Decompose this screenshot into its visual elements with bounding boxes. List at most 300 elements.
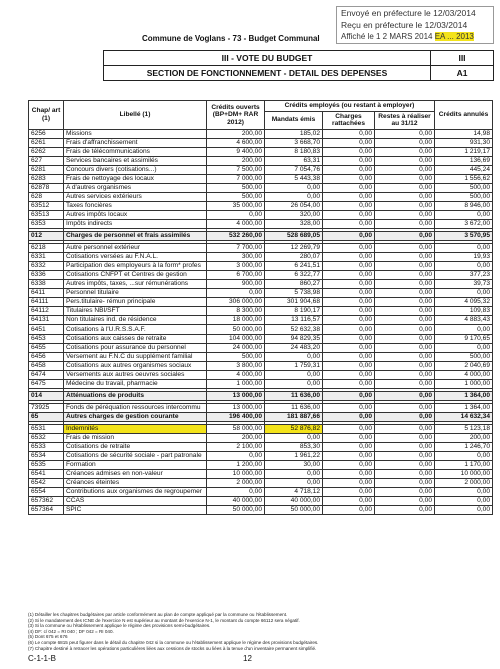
cell-code: 6336 (29, 271, 64, 280)
cell-code: 6283 (29, 174, 64, 183)
cell-label: Autres charges de gestion courante (64, 412, 207, 421)
table-row (29, 219, 493, 228)
cell-annules: 0,00 (435, 506, 493, 515)
cell-annules: 1 170,00 (435, 461, 493, 470)
table-row (29, 488, 493, 497)
cell-mandats: 11 636,00 (265, 391, 323, 400)
cell-restes: 0,00 (375, 434, 435, 443)
cell-restes: 0,00 (375, 289, 435, 298)
footnote: (1) Détailler les chapitres budgétaires par article conformément au plan de compte appliqué par la commune ou l'établissement. (28, 612, 288, 617)
cell-charges: 0,00 (323, 219, 375, 228)
header-credits-annules: Crédits annulés (435, 101, 493, 130)
cell-code: 73925 (29, 403, 64, 412)
table-row (29, 403, 493, 412)
table-row (29, 470, 493, 479)
header-mandats: Mandats émis (265, 111, 323, 129)
cell-code: 6535 (29, 461, 64, 470)
cell-restes: 0,00 (375, 403, 435, 412)
cell-mandats: 6 322,77 (265, 271, 323, 280)
stamp-line-affiche (341, 31, 489, 43)
cell-mandats: 11 636,00 (265, 403, 323, 412)
title-main: III - VOTE DU BUDGET (104, 51, 431, 65)
cell-ouverts: 200,00 (207, 156, 265, 165)
cell-restes: 0,00 (375, 183, 435, 192)
cell-ouverts: 50 000,00 (207, 325, 265, 334)
table-row (29, 370, 493, 379)
cell-charges: 0,00 (323, 343, 375, 352)
expenses-table (28, 100, 493, 515)
cell-restes: 0,00 (375, 443, 435, 452)
cell-mandats: 320,00 (265, 210, 323, 219)
cell-label: SPIC (64, 506, 207, 515)
cell-annules: 39,73 (435, 280, 493, 289)
cell-restes: 0,00 (375, 192, 435, 201)
cell-restes: 0,00 (375, 271, 435, 280)
cell-label: Frais de télécommunications (64, 147, 207, 156)
cell-annules: 4 095,32 (435, 298, 493, 307)
cell-charges: 0,00 (323, 352, 375, 361)
cell-label: Indemnités (64, 424, 207, 433)
cell-ouverts: 40 000,00 (207, 497, 265, 506)
cell-annules: 8 946,00 (435, 201, 493, 210)
cell-restes: 0,00 (375, 391, 435, 400)
cell-mandats: 328,00 (265, 219, 323, 228)
cell-label: CCAS (64, 497, 207, 506)
cell-annules: 3 570,95 (435, 232, 493, 241)
cell-code: 6332 (29, 262, 64, 271)
cell-label: Cotisations versées au F.N.A.L. (64, 253, 207, 262)
cell-ouverts: 306 000,00 (207, 298, 265, 307)
cell-mandats: 1 759,31 (265, 361, 323, 370)
table-row (29, 379, 493, 388)
cell-ouverts: 18 000,00 (207, 316, 265, 325)
table-row (29, 253, 493, 262)
cell-ouverts: 500,00 (207, 183, 265, 192)
table-row (29, 192, 493, 201)
cell-ouverts: 532 260,00 (207, 232, 265, 241)
header-restes: Restes à réaliser au 31/12 (375, 111, 435, 129)
stamp-affiche-label: Affiché le (341, 32, 374, 41)
cell-annules: 19,93 (435, 253, 493, 262)
cell-mandats: 1 961,22 (265, 452, 323, 461)
cell-code: 6531 (29, 424, 64, 433)
page-number: 12 (243, 654, 252, 663)
cell-label: Créances admises en non-valeur (64, 470, 207, 479)
cell-restes: 0,00 (375, 280, 435, 289)
cell-charges: 0,00 (323, 129, 375, 138)
cell-charges: 0,00 (323, 244, 375, 253)
cell-annules: 1 556,62 (435, 174, 493, 183)
cell-annules: 0,00 (435, 325, 493, 334)
cell-mandats: 12 269,79 (265, 244, 323, 253)
cell-charges: 0,00 (323, 334, 375, 343)
stamp-affiche-date: 1 2 MARS 2014 (376, 32, 433, 41)
cell-label: Charges de personnel et frais assimilés (64, 232, 207, 241)
cell-restes: 0,00 (375, 201, 435, 210)
cell-code: 6256 (29, 129, 64, 138)
cell-mandats: 860,27 (265, 280, 323, 289)
cell-mandats: 0,00 (265, 192, 323, 201)
cell-label: Versements aux autres oeuvres sociales (64, 370, 207, 379)
table-row (29, 156, 493, 165)
footnote: (6) Le compte 6815 peut figurer dans le détail du chapitre 042 si la commune ou l'établissement applique le régime des provisions budgétaires. (28, 639, 319, 645)
cell-ouverts: 8 300,00 (207, 307, 265, 316)
table-row (29, 298, 493, 307)
footnote: (2) Si le mandatement des ICNE de l'exercice N est supérieur au montant de l'exercice N-1, le montant du compte 66112 sera négatif. (28, 617, 300, 623)
cell-ouverts: 50 000,00 (207, 506, 265, 515)
cell-annules: 377,23 (435, 271, 493, 280)
cell-mandats: 0,00 (265, 470, 323, 479)
cell-ouverts: 1 000,00 (207, 379, 265, 388)
cell-ouverts: 196 400,00 (207, 412, 265, 421)
cell-code: 657364 (29, 506, 64, 515)
cell-label: Cotisations CNFPT et Centres de gestion (64, 271, 207, 280)
table-row (29, 262, 493, 271)
cell-code: 6281 (29, 165, 64, 174)
cell-label: Fonds de péréquation ressources intercommu (64, 403, 207, 412)
cell-charges: 0,00 (323, 370, 375, 379)
table-row (29, 165, 493, 174)
cell-restes: 0,00 (375, 424, 435, 433)
stamp-line-envoye: Envoyé en préfecture le 12/03/2014 (341, 8, 476, 18)
cell-mandats: 280,07 (265, 253, 323, 262)
table-row (29, 352, 493, 361)
cell-ouverts: 7 000,00 (207, 174, 265, 183)
cell-code: 63513 (29, 210, 64, 219)
table-row (29, 129, 493, 138)
footnote: (4) DF: c/ 042 = RI 040 ; DF 042 = RI 040. (28, 628, 114, 634)
cell-ouverts: 58 000,00 (207, 424, 265, 433)
table-row (29, 147, 493, 156)
cell-ouverts: 500,00 (207, 192, 265, 201)
cell-annules: 500,00 (435, 352, 493, 361)
cell-annules: 1 219,17 (435, 147, 493, 156)
cell-label: Frais de nettoyage des locaux (64, 174, 207, 183)
cell-charges: 0,00 (323, 307, 375, 316)
cell-code: 64112 (29, 307, 64, 316)
cell-charges: 0,00 (323, 262, 375, 271)
cell-restes: 0,00 (375, 412, 435, 421)
chapter-total-row (29, 412, 493, 421)
cell-restes: 0,00 (375, 253, 435, 262)
header-libelle: Libellé (1) (64, 101, 207, 130)
cell-mandats: 0,00 (265, 370, 323, 379)
cell-charges: 0,00 (323, 391, 375, 400)
cell-restes: 0,00 (375, 156, 435, 165)
cell-code: 6474 (29, 370, 64, 379)
cell-restes: 0,00 (375, 352, 435, 361)
cell-charges: 0,00 (323, 470, 375, 479)
cell-code: 64111 (29, 298, 64, 307)
cell-charges: 0,00 (323, 289, 375, 298)
cell-code: 014 (29, 391, 64, 400)
table-row (29, 424, 493, 433)
cell-annules: 500,00 (435, 192, 493, 201)
cell-restes: 0,00 (375, 232, 435, 241)
cell-mandats: 24 483,20 (265, 343, 323, 352)
cell-restes: 0,00 (375, 219, 435, 228)
cell-restes: 0,00 (375, 244, 435, 253)
cell-mandats: 6 241,51 (265, 262, 323, 271)
cell-label: Autres impôts, taxes, ...sur rémunérations (64, 280, 207, 289)
cell-annules: 0,00 (435, 244, 493, 253)
header-credits-employes: Crédits employés (ou restant à employer) (265, 101, 435, 112)
cell-code: 6218 (29, 244, 64, 253)
cell-label: Frais d'affranchissement (64, 138, 207, 147)
cell-annules: 9 170,65 (435, 334, 493, 343)
cell-mandats: 0,00 (265, 379, 323, 388)
cell-charges: 0,00 (323, 403, 375, 412)
form-code: C-1-1-B (28, 654, 57, 663)
cell-label: Missions (64, 129, 207, 138)
cell-charges: 0,00 (323, 253, 375, 262)
cell-code: 6455 (29, 343, 64, 352)
table-row (29, 210, 493, 219)
cell-annules: 2 000,00 (435, 479, 493, 488)
cell-label: Cotisations pour assurance du personnel (64, 343, 207, 352)
cell-label: Cotisations de retraite (64, 443, 207, 452)
cell-ouverts: 9 400,00 (207, 147, 265, 156)
cell-ouverts: 3 000,00 (207, 262, 265, 271)
cell-code: 6453 (29, 334, 64, 343)
cell-annules: 0,00 (435, 497, 493, 506)
cell-code: 6554 (29, 488, 64, 497)
cell-charges: 0,00 (323, 183, 375, 192)
table-row (29, 138, 493, 147)
chapter-total-row (29, 391, 493, 400)
cell-code: 6261 (29, 138, 64, 147)
cell-code: 657362 (29, 497, 64, 506)
cell-code: 6534 (29, 452, 64, 461)
cell-charges: 0,00 (323, 192, 375, 201)
cell-mandats: 528 689,05 (265, 232, 323, 241)
table-body (29, 129, 493, 515)
cell-label: Formation (64, 461, 207, 470)
cell-charges: 0,00 (323, 280, 375, 289)
cell-code: 6262 (29, 147, 64, 156)
title-row (104, 51, 493, 66)
cell-restes: 0,00 (375, 316, 435, 325)
cell-annules: 1 364,00 (435, 391, 493, 400)
table-row (29, 289, 493, 298)
cell-mandats: 0,00 (265, 479, 323, 488)
cell-mandats: 26 054,00 (265, 201, 323, 210)
table-row (29, 316, 493, 325)
cell-charges: 0,00 (323, 147, 375, 156)
cell-label: Cotisations à l'U.R.S.S.A.F. (64, 325, 207, 334)
cell-mandats: 30,00 (265, 461, 323, 470)
cell-ouverts: 6 700,00 (207, 271, 265, 280)
cell-annules: 1 000,00 (435, 379, 493, 388)
cell-code: 63512 (29, 201, 64, 210)
prefecture-stamp (336, 6, 494, 44)
cell-annules: 136,69 (435, 156, 493, 165)
cell-mandats: 0,00 (265, 352, 323, 361)
cell-label: Services bancaires et assimilés (64, 156, 207, 165)
cell-code: 64131 (29, 316, 64, 325)
cell-restes: 0,00 (375, 343, 435, 352)
table-row (29, 343, 493, 352)
table-row (29, 244, 493, 253)
cell-label: Titulaires NBI/SFT (64, 307, 207, 316)
cell-mandats: 8 190,17 (265, 307, 323, 316)
cell-charges: 0,00 (323, 479, 375, 488)
cell-label: Personnel titulaire (64, 289, 207, 298)
cell-mandats: 94 829,35 (265, 334, 323, 343)
table-row (29, 201, 493, 210)
cell-restes: 0,00 (375, 497, 435, 506)
cell-label: Concours divers (cotisations...) (64, 165, 207, 174)
cell-mandats: 5 738,98 (265, 289, 323, 298)
cell-restes: 0,00 (375, 506, 435, 515)
cell-label: Autres impôts locaux (64, 210, 207, 219)
cell-restes: 0,00 (375, 147, 435, 156)
cell-mandats: 63,31 (265, 156, 323, 165)
cell-restes: 0,00 (375, 307, 435, 316)
cell-label: Cotisations aux caisses de retraite (64, 334, 207, 343)
cell-mandats: 13 116,57 (265, 316, 323, 325)
table-row (29, 434, 493, 443)
footnotes (28, 612, 492, 651)
table-row (29, 325, 493, 334)
cell-mandats: 8 180,83 (265, 147, 323, 156)
cell-restes: 0,00 (375, 165, 435, 174)
cell-ouverts: 13 000,00 (207, 403, 265, 412)
table-row (29, 461, 493, 470)
footnote: (5) Dont 675 et 676 (28, 634, 68, 640)
cell-mandats: 0,00 (265, 434, 323, 443)
footnote: (7) Chapitre destiné à retracer les opérations particulières liées aux cessions de stocks ou liées à la tenue d'un inventaire permanent simplifié. (28, 645, 317, 651)
cell-annules: 1 364,00 (435, 403, 493, 412)
cell-code: 012 (29, 232, 64, 241)
cell-mandats: 52 632,38 (265, 325, 323, 334)
cell-code: 6353 (29, 219, 64, 228)
cell-code: 6532 (29, 434, 64, 443)
cell-charges: 0,00 (323, 452, 375, 461)
cell-annules: 0,00 (435, 452, 493, 461)
cell-ouverts: 7 500,00 (207, 165, 265, 174)
section-row (104, 66, 493, 80)
table-row (29, 334, 493, 343)
cell-ouverts: 500,00 (207, 352, 265, 361)
cell-ouverts: 1 200,00 (207, 461, 265, 470)
cell-label: A d'autres organismes (64, 183, 207, 192)
commune-header: Commune de Voglans - 73 - Budget Communal (142, 34, 320, 43)
cell-charges: 0,00 (323, 232, 375, 241)
cell-restes: 0,00 (375, 298, 435, 307)
cell-code: 6533 (29, 443, 64, 452)
cell-label: Atténuations de produits (64, 391, 207, 400)
cell-charges: 0,00 (323, 201, 375, 210)
cell-ouverts: 0,00 (207, 452, 265, 461)
cell-label: Frais de mission (64, 434, 207, 443)
table-header-row (29, 101, 493, 112)
cell-label: Pers.titulaire- rémun principale (64, 298, 207, 307)
header-chap: Chap/ art (1) (29, 101, 64, 130)
cell-code: 65 (29, 412, 64, 421)
cell-restes: 0,00 (375, 461, 435, 470)
section-code: A1 (456, 68, 468, 78)
table-row (29, 497, 493, 506)
cell-label: Créances éteintes (64, 479, 207, 488)
cell-charges: 0,00 (323, 174, 375, 183)
table-row (29, 280, 493, 289)
cell-label: Participation des employeurs à la form* profes (64, 262, 207, 271)
table-row (29, 271, 493, 280)
cell-mandats: 301 904,68 (265, 298, 323, 307)
cell-code: 6458 (29, 361, 64, 370)
cell-code: 6542 (29, 479, 64, 488)
cell-restes: 0,00 (375, 488, 435, 497)
cell-annules: 1 246,70 (435, 443, 493, 452)
cell-annules: 3 672,00 (435, 219, 493, 228)
cell-label: Médecine du travail, pharmacie (64, 379, 207, 388)
cell-ouverts: 3 800,00 (207, 361, 265, 370)
cell-ouverts: 0,00 (207, 488, 265, 497)
cell-ouverts: 104 000,00 (207, 334, 265, 343)
cell-annules: 200,00 (435, 434, 493, 443)
table-row (29, 174, 493, 183)
cell-charges: 0,00 (323, 138, 375, 147)
cell-ouverts: 10 000,00 (207, 470, 265, 479)
cell-ouverts: 0,00 (207, 289, 265, 298)
cell-restes: 0,00 (375, 470, 435, 479)
cell-restes: 0,00 (375, 129, 435, 138)
cell-ouverts: 7 700,00 (207, 244, 265, 253)
cell-charges: 0,00 (323, 165, 375, 174)
cell-charges: 0,00 (323, 325, 375, 334)
table-row (29, 361, 493, 370)
cell-annules: 2 040,69 (435, 361, 493, 370)
cell-charges: 0,00 (323, 506, 375, 515)
footnote: (3) Si la commune ou l'établissement applique le régime des provisions semi-budgétaires. (28, 623, 211, 629)
cell-restes: 0,00 (375, 325, 435, 334)
cell-charges: 0,00 (323, 271, 375, 280)
cell-code: 6541 (29, 470, 64, 479)
cell-restes: 0,00 (375, 361, 435, 370)
table-row (29, 506, 493, 515)
cell-ouverts: 4 000,00 (207, 370, 265, 379)
stamp-line-recu: Reçu en préfecture le 12/03/2014 (341, 19, 468, 30)
cell-label: Versement au F.N.C du supplément familial (64, 352, 207, 361)
cell-ouverts: 4 000,00 (207, 219, 265, 228)
table-row (29, 443, 493, 452)
cell-code: 6331 (29, 253, 64, 262)
cell-code: 6451 (29, 325, 64, 334)
cell-ouverts: 24 000,00 (207, 343, 265, 352)
cell-charges: 0,00 (323, 443, 375, 452)
cell-mandats: 3 668,70 (265, 138, 323, 147)
cell-ouverts: 4 600,00 (207, 138, 265, 147)
cell-annules: 0,00 (435, 289, 493, 298)
cell-mandats: 7 054,76 (265, 165, 323, 174)
cell-restes: 0,00 (375, 479, 435, 488)
cell-annules: 4 000,00 (435, 370, 493, 379)
cell-ouverts: 0,00 (207, 210, 265, 219)
cell-restes: 0,00 (375, 262, 435, 271)
cell-label: Non titulaires ind. de résidence (64, 316, 207, 325)
cell-restes: 0,00 (375, 452, 435, 461)
cell-mandats: 5 443,38 (265, 174, 323, 183)
title-box (103, 50, 494, 81)
cell-code: 627 (29, 156, 64, 165)
cell-mandats: 40 000,00 (265, 497, 323, 506)
cell-charges: 0,00 (323, 488, 375, 497)
cell-annules: 0,00 (435, 262, 493, 271)
cell-restes: 0,00 (375, 379, 435, 388)
cell-annules: 0,00 (435, 210, 493, 219)
cell-ouverts: 13 000,00 (207, 391, 265, 400)
